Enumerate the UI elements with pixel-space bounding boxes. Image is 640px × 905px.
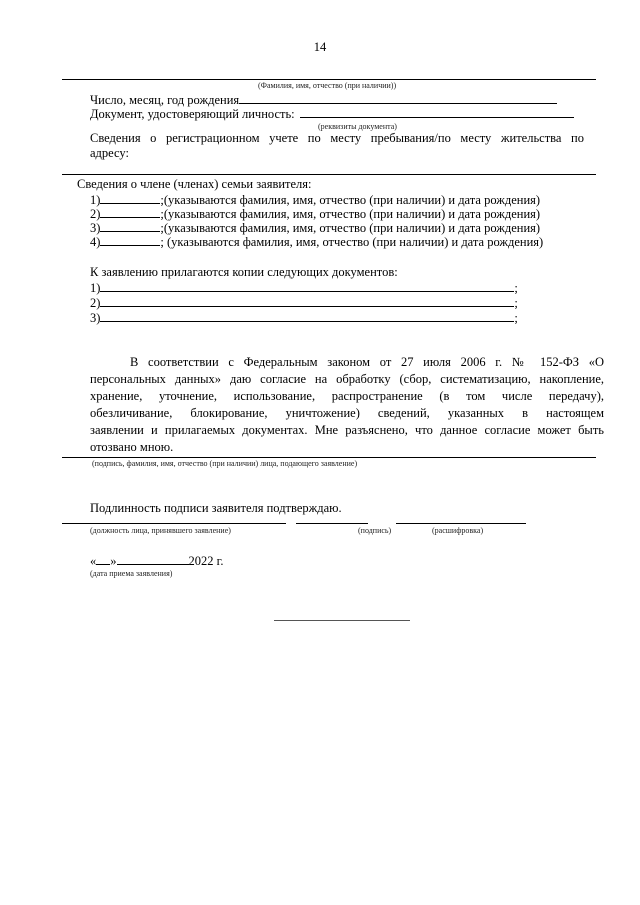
registration-line-2: адресу: [90,146,129,160]
attachment-blank [100,280,514,292]
consent-line-3: хранение, уточнение, использование, распространение (в том числе передачу), [90,389,604,403]
birth-blank [239,92,557,104]
address-line [62,174,596,175]
signature-small-caption: (подпись) [358,526,392,535]
consent-line-4: обезличивание, блокирование, уничтожение) сведений, указанных в настоящем [90,406,604,420]
decode-caption: (расшифровка) [432,526,484,535]
fio-line [62,79,596,80]
date-row: « » 2022 г. [90,554,224,568]
consent-line-5: заявлении и прилагаемых документах. Мне разъяснено, что данное согласие может быть [90,423,604,437]
birth-label: Число, месяц, год рождения [90,93,240,107]
attachment-blank [100,310,514,322]
attachment-item-2: 2) ; [90,296,518,310]
position-caption: (должность лица, принявшего заявление) [90,526,231,535]
family-item-1: 1) ;(указываются фамилия, имя, отчество (при наличии) и дата рождения) [90,193,541,207]
attachment-item-3: 3) ; [90,311,518,325]
family-blank [100,192,160,204]
attachment-blank [100,295,514,307]
family-blank [100,206,160,218]
family-item-3: 3) ;(указываются фамилия, имя, отчество (при наличии) и дата рождения) [90,221,541,235]
position-line [62,523,286,524]
signature-line [62,457,596,458]
birth-date-row [90,92,557,107]
page-number: 14 [313,40,327,54]
family-blank [100,234,160,246]
document-caption: (реквизиты документа) [318,122,397,131]
family-heading: Сведения о члене (членах) семьи заявителя: [77,177,312,191]
month-blank [117,553,189,565]
family-blank [100,220,160,232]
day-blank [96,553,110,565]
signature-caption: (подпись, фамилия, имя, отчество (при наличии) лица, подающего заявление) [92,459,358,468]
verification-text: Подлинность подписи заявителя подтверждаю. [90,501,342,515]
consent-line-6: отозвано мною. [90,440,174,454]
attachment-item-1: 1) ; [90,281,518,295]
document-row [90,106,574,121]
date-caption: (дата приема заявления) [90,569,173,578]
family-item-2: 2) ;(указываются фамилия, имя, отчество (при наличии) и дата рождения) [90,207,541,221]
fio-caption: (Фамилия, имя, отчество (при наличии)) [258,81,397,90]
registration-line-1: Сведения о регистрационном учете по месту пребывания/по месту жительства по [90,131,584,145]
consent-line-1: В соответствии с Федеральным законом от 27 июля 2006 г. № 152-ФЗ «О [130,355,604,369]
family-item-4: 4) ; (указываются фамилия, имя, отчество (при наличии) и дата рождения) [90,235,544,249]
decode-line [396,523,526,524]
signature-short-line [296,523,368,524]
end-separator [274,620,410,621]
document-blank [300,106,574,118]
document-label: Документ, удостоверяющий личность: [90,107,295,121]
consent-line-2: персональных данных» даю согласие на обработку (сбор, систематизацию, накопление, [90,372,604,386]
attachments-heading: К заявлению прилагаются копии следующих документов: [90,265,398,279]
